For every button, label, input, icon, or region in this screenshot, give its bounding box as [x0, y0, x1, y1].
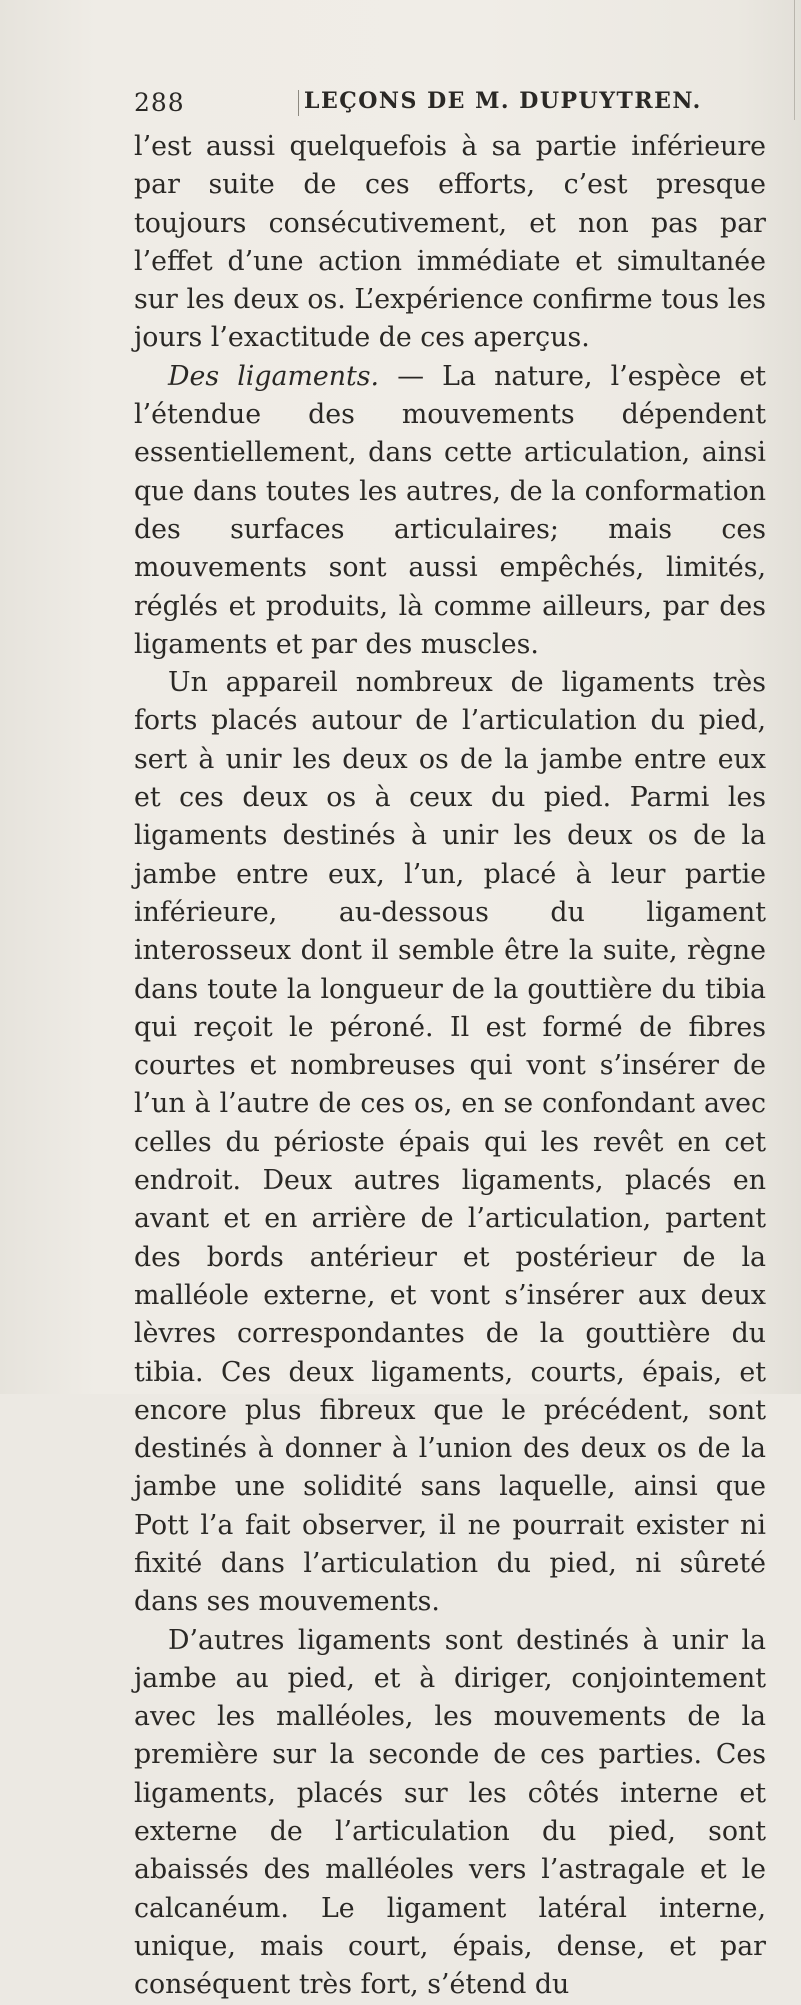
paragraph — [134, 664, 766, 1621]
paragraph — [134, 1622, 766, 2005]
paragraph-text: D’autres ligaments sont destinés à unir la jambe au pied, et à diriger, conjointement avec les malléoles, les mouvements de la première sur la seconde de ces parties. Ces ligaments, placés sur les côtés interne et externe de l’articulation du pied, sont abaissés des malléoles vers l’astragale et le calcanéum. Le ligament latéral interne, unique, mais court, épais, dense, et par conséquent très fort, s’étend du — [134, 1624, 766, 2001]
page-header — [134, 88, 754, 120]
body-text — [134, 128, 766, 2005]
running-head: LEÇONS DE M. DUPUYTREN. — [304, 88, 702, 114]
section-heading: Des ligaments. — [168, 360, 380, 392]
page-edge — [794, 0, 795, 120]
paragraph-text: Un appareil nombreux de ligaments très forts placés autour de l’articulation du pied, sert à unir les deux os de la jambe entre eux et ces deux os à ceux du pied. Parmi les ligaments destinés à unir les deux os de la jambe entre eux, l’un, placé à leur partie inférieure, au-dessous du ligament interosseux dont il semble être la suite, règne dans toute la longueur de la gouttière du tibia qui reçoit le péroné. Il est formé de fibres courtes et nombreuses qui vont s’insérer de l’un à l’autre de ces os, en se confondant avec celles du périoste épais qui les revêt en cet endroit. Deux autres ligaments, placés en avant et en arrière de l’articulation, partent des bords antérieur et postérieur de la malléole externe, et vont s’insérer aux deux lèvres correspondantes de la gouttière du tibia. Ces deux ligaments, courts, épais, et encore plus fibreux que le précédent, sont destinés à donner à l’union des deux os de la jambe une solidité sans laquelle, ainsi que Pott l’a fait observer, il ne pourrait exister ni fixité dans l’articulation du pied, ni sûreté dans ses mouvements. — [134, 667, 766, 1618]
page-number: 288 — [134, 88, 185, 117]
paragraph-text: l’est aussi quelquefois à sa partie inférieure par suite de ces efforts, c’est presque toujours consécutivement, et non pas par l’effet d’une action immédiate et simultanée sur les deux os. L’expérience confirme tous les jours l’exactitude de ces aperçus. — [134, 131, 766, 354]
paragraph — [134, 128, 766, 358]
paragraph-text: — La nature, l’espèce et l’étendue des mouvements dépendent essentiellement, dans cette articulation, ainsi que dans toutes les autres, de la conformation des surfaces articulaires; mais ces mouvements sont aussi empêchés, limités, réglés et produits, là comme ailleurs, par des ligaments et par des muscles. — [134, 360, 766, 660]
paragraph — [134, 358, 766, 664]
